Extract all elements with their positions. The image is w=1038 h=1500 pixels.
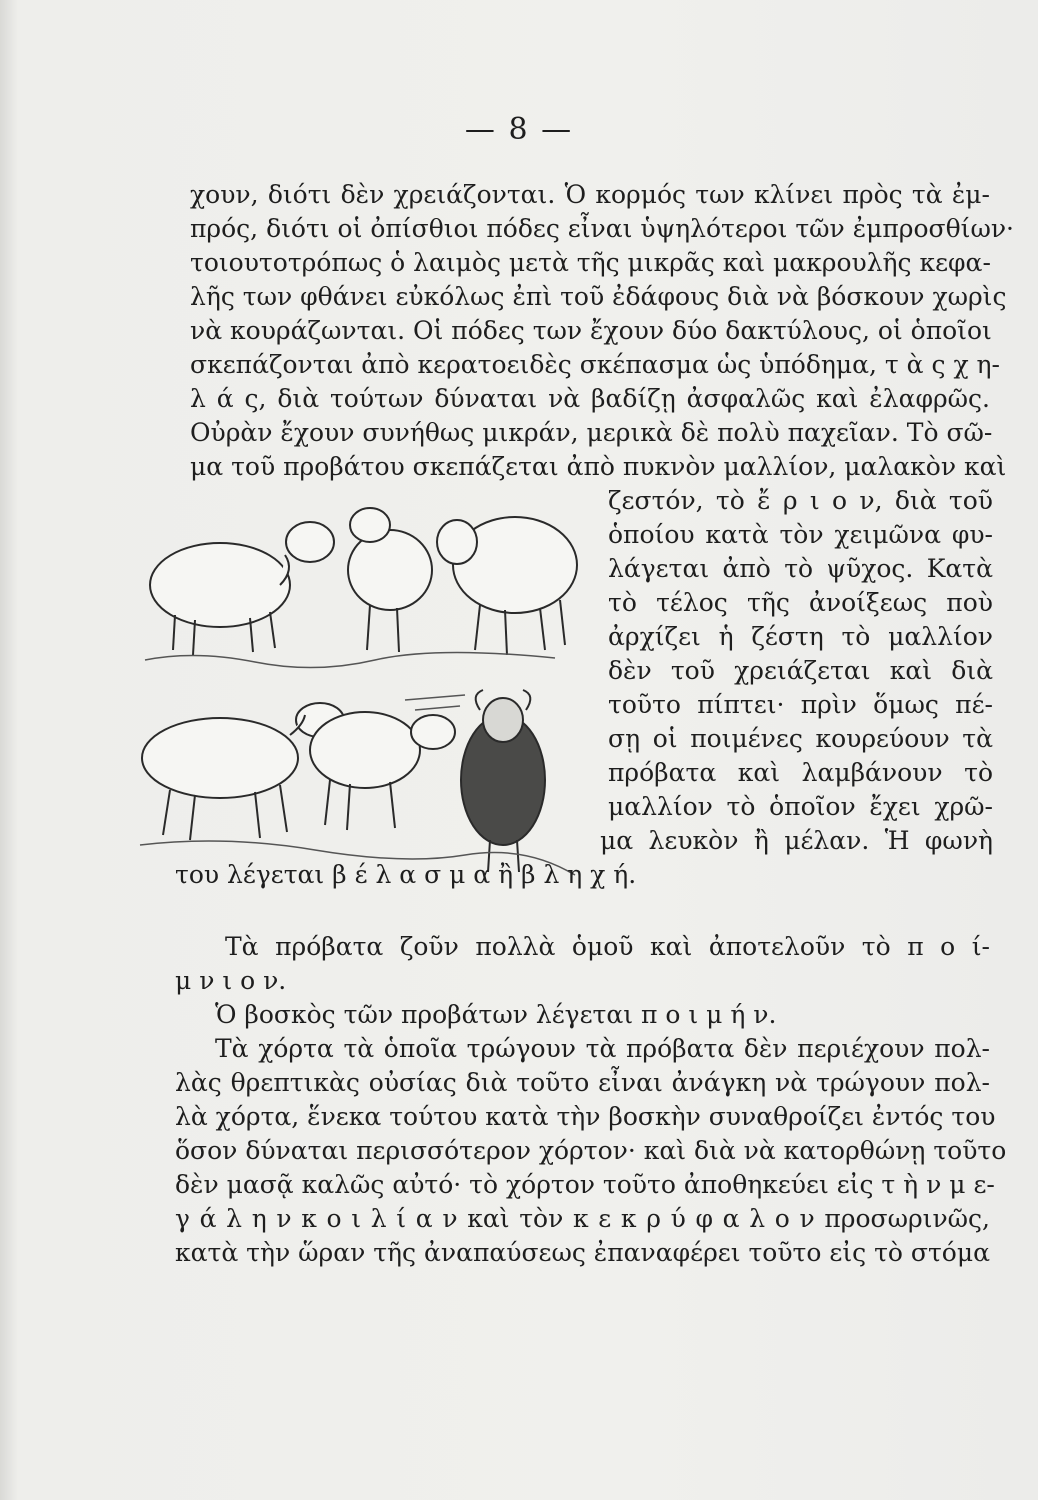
text-line: πρός, διότι οἱ ὀπίσθιοι πόδες εἶναι ὑψηλότεροι τῶν ἐμπροσθίων· xyxy=(190,214,1014,243)
text-line: χουν, διότι δὲν χρειάζονται. Ὁ κορμός των κλίνει πρὸς τὰ ἐμ- xyxy=(190,180,990,209)
text-line: Τὰ χόρτα τὰ ὁποῖα τρώγουν τὰ πρόβατα δὲν περιέχουν πολ- xyxy=(215,1034,990,1063)
sheep-illustration xyxy=(135,500,600,900)
text-line: ζεστόν, τὸ ἔ ρ ι ο ν, διὰ τοῦ xyxy=(608,486,993,515)
text-line: σκεπάζονται ἀπὸ κερατοειδὲς σκέπασμα ὡς ὑπόδημα, τ ὰ ς χ η- xyxy=(190,350,1000,379)
page-number: — 8 — xyxy=(464,112,574,147)
text-line: Τὰ πρόβατα ζοῦν πολλὰ ὁμοῦ καὶ ἀποτελοῦν τὸ π ο ί- xyxy=(225,932,990,961)
text-line: λὰ χόρτα, ἕνεκα τούτου κατὰ τὴν βοσκὴν συναθροίζει ἐντός του xyxy=(175,1102,996,1131)
text-line: τὸ τέλος τῆς ἀνοίξεως ποὺ xyxy=(608,588,993,617)
text-line: λάγεται ἀπὸ τὸ ψῦχος. Κατὰ xyxy=(608,554,993,583)
text-line: κατὰ τὴν ὥραν τῆς ἀναπαύσεως ἐπαναφέρει τοῦτο εἰς τὸ στόμα xyxy=(175,1238,990,1267)
text-line: μαλλίον τὸ ὁποῖον ἔχει χρῶ- xyxy=(608,792,993,821)
text-line: δὲν μασᾷ καλῶς αὐτό· τὸ χόρτον τοῦτο ἀποθηκεύει εἰς τ ὴ ν μ ε- xyxy=(175,1170,995,1199)
text-line: ἀρχίζει ἡ ζέστη τὸ μαλλίον xyxy=(608,622,993,651)
text-line: ὁποίου κατὰ τὸν χειμῶνα φυ- xyxy=(608,520,993,549)
text-line: δὲν τοῦ χρειάζεται καὶ διὰ xyxy=(608,656,993,685)
text-line: τοιουτοτρόπως ὁ λαιμὸς μετὰ τῆς μικρᾶς καὶ μακρουλῆς κεφα- xyxy=(190,248,991,277)
text-line: νὰ κουράζωνται. Οἱ πόδες των ἔχουν δύο δακτύλους, οἱ ὁποῖοι xyxy=(190,316,992,345)
text-line: σῃ οἱ ποιμένες κουρεύουν τὰ xyxy=(608,724,993,753)
text-line: του λέγεται β έ λ α σ μ α ἢ β λ η χ ή. xyxy=(175,860,637,889)
text-line: ὅσον δύναται περισσότερον χόρτον· καὶ διὰ νὰ κατορθώνῃ τοῦτο xyxy=(175,1136,1007,1165)
text-line: μ ν ι ο ν. xyxy=(175,966,287,995)
text-line: τοῦτο πίπτει· πρὶν ὅμως πέ- xyxy=(608,690,993,719)
text-line: λῆς των φθάνει εὐκόλως ἐπὶ τοῦ ἐδάφους διὰ νὰ βόσκουν χωρὶς xyxy=(190,282,1007,311)
text-line: γ ά λ η ν κ ο ι λ ί α ν καὶ τὸν κ ε κ ρ ύ φ α λ ο ν προσωρινῶς, xyxy=(175,1204,990,1233)
text-line: Ὁ βοσκὸς τῶν προβάτων λέγεται π ο ι μ ή ν. xyxy=(215,1000,777,1029)
text-line: Οὐρὰν ἔχουν συνήθως μικράν, μερικὰ δὲ πολὺ παχεῖαν. Τὸ σῶ- xyxy=(190,418,993,447)
text-line: λ ά ς, διὰ τούτων δύναται νὰ βαδίζῃ ἀσφαλῶς καὶ ἐλαφρῶς. xyxy=(190,384,990,413)
text-line: πρόβατα καὶ λαμβάνουν τὸ xyxy=(608,758,993,787)
text-line: μα λευκὸν ἢ μέλαν. Ἡ φωνὴ xyxy=(600,826,993,855)
text-line: μα τοῦ προβάτου σκεπάζεται ἀπὸ πυκνὸν μαλλίον, μαλακὸν καὶ xyxy=(190,452,1007,481)
text-line: λὰς θρεπτικὰς οὐσίας διὰ τοῦτο εἶναι ἀνάγκη νὰ τρώγουν πολ- xyxy=(175,1068,990,1097)
